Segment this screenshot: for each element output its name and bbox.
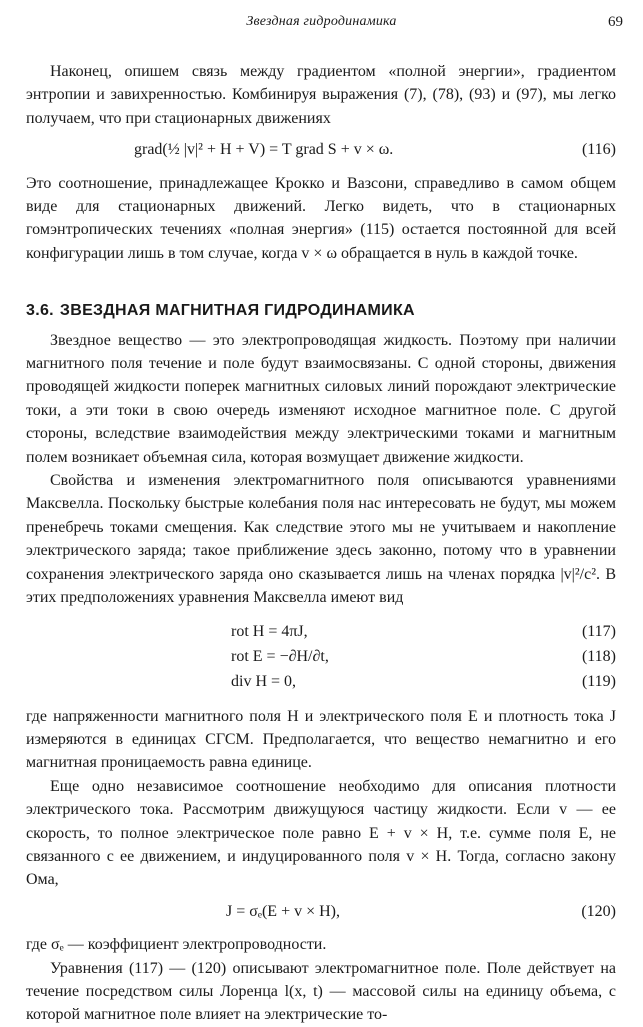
paragraph-maxwell: Свойства и изменения электромагнитного поля описываются уравнениями Максвелла. Поскольку быстрые колебания поля нас интересовать не будут, мы можем пренебречь токами смещения. Как следствие этого мы не учитываем и накопление электрического заряда; такое приближение здесь законно, потому что в уравнении сохранения электрического заряда оно сказывается лишь на членах порядка |v|²/c². В этих предположениях уравнения Максвелла имеют вид bbox=[26, 472, 616, 607]
section-number: 3.6. bbox=[26, 302, 54, 320]
paragraph-field-units: где напряженности магнитного поля H и электрического поля E и плотность тока J измеряются в единицах СГСМ. Предполагается, что вещество немагнитно и его магнитная проницаемость равна единице. bbox=[26, 707, 616, 772]
equation-119 bbox=[26, 670, 616, 695]
equation-120 bbox=[26, 900, 616, 923]
paragraph-ohm-law: Еще одно независимое соотношение необходимо для описания плотности электрического тока. Рассмотрим движущуюся частицу жидкости. Если v — ее скорость, то полное электрическое поле равно E + v × H, т.е. сумме поля E, не связанного с ее движением, и индуцированного поля v × H. Тогда, согласно закону Ома, bbox=[26, 777, 616, 889]
running-title: Звездная гидродинамика bbox=[246, 14, 397, 29]
equation-120-number: (120) bbox=[581, 902, 616, 920]
paragraph-lorentz-force: Уравнения (117) — (120) описывают электромагнитное поле. Поле действует на течение посредством силы Лоренца l(x, t) — массовой силы на единицу объема, с которой магнитное поле влияет на электрические то- bbox=[26, 959, 616, 1024]
section-heading bbox=[26, 299, 616, 322]
equation-118-formula: rot E = −∂H/∂t, bbox=[231, 647, 329, 665]
page-body bbox=[26, 60, 616, 1027]
maxwell-equations bbox=[26, 620, 616, 695]
paragraph-conductivity: где σₑ — коэффициент электропроводности. bbox=[26, 936, 327, 954]
equation-117-number: (117) bbox=[581, 622, 616, 640]
equation-120-formula: J = σₑ(E + v × H), bbox=[226, 902, 341, 920]
equation-119-formula: div H = 0, bbox=[231, 672, 297, 690]
equation-119-number: (119) bbox=[581, 672, 616, 690]
paragraph-crocco-vazsonyi: Это соотношение, принадлежащее Крокко и Вазсони, справедливо в самом общем виде для стационарных движений. Легко видеть, что в стационарных гомэнтропических течениях «полная энергия» (115) остается постоянной для всей конфигурации лишь в том случае, когда v × ω обращается в нуль в каждой точке. bbox=[26, 174, 616, 262]
equation-117 bbox=[26, 620, 616, 645]
equation-116-formula: grad(½ |v|² + H + V) = T grad S + v × ω. bbox=[134, 141, 394, 159]
equation-117-formula: rot H = 4πJ, bbox=[231, 622, 308, 640]
equation-116 bbox=[26, 138, 616, 161]
paragraph-conducting-fluid: Звездное вещество — это электропроводящая жидкость. Поэтому при наличии магнитного поля течение и поле будут взаимосвязаны. С одной стороны, движения проводящей жидкости поперек магнитных силовых линий порождают электрические токи, а эти токи в свою очередь изменяют исходное магнитное поле. С другой стороны, вследствие взаимодействия между электрическими токами и магнитным полем возникает объемная сила, которая возмущает движение жидкости. bbox=[26, 331, 616, 466]
equation-118-number: (118) bbox=[581, 647, 616, 665]
equation-118 bbox=[26, 645, 616, 670]
paragraph-crocco-intro: Наконец, опишем связь между градиентом «полной энергии», градиентом энтропии и завихренностью. Комбинируя выражения (7), (78), (93) и (97), мы легко получаем, что при стационарных движениях bbox=[26, 63, 616, 127]
page-number: 69 bbox=[608, 14, 623, 30]
section-title: ЗВЕЗДНАЯ МАГНИТНАЯ ГИДРОДИНАМИКА bbox=[59, 302, 415, 320]
equation-116-number: (116) bbox=[581, 141, 616, 159]
